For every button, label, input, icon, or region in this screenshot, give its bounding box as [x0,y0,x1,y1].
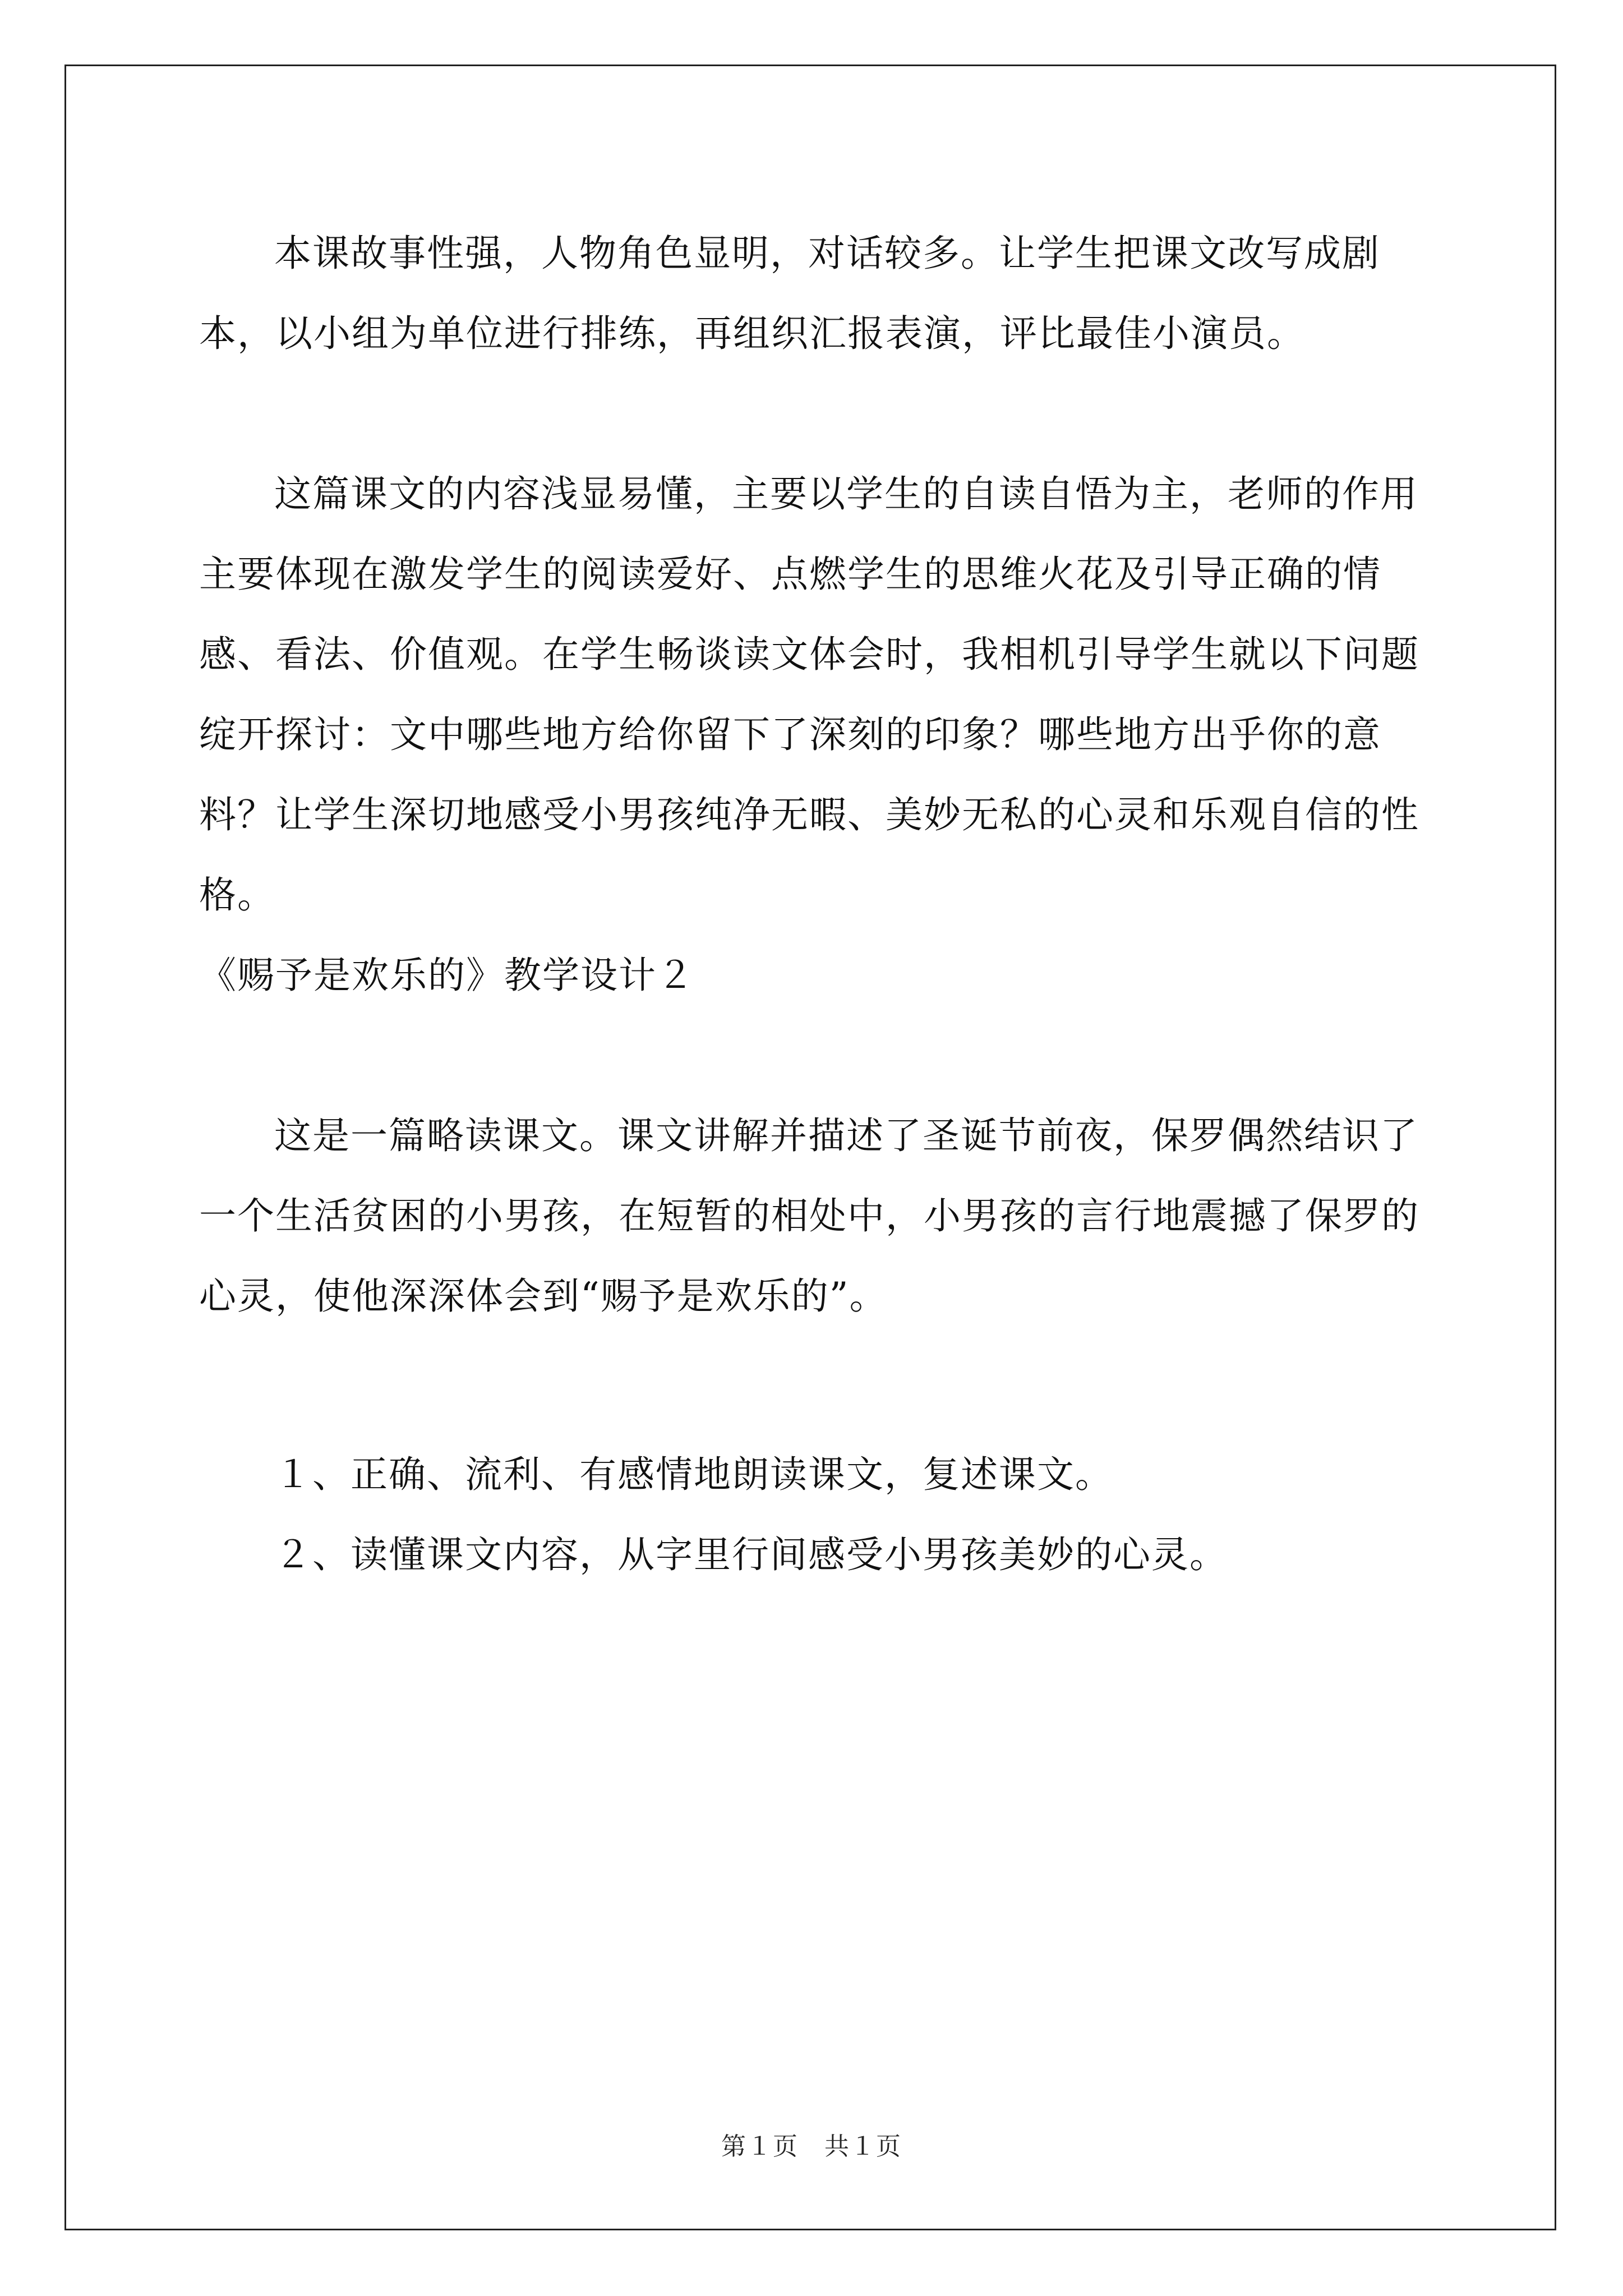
spacer [199,374,1424,454]
page-footer: 第１页 共１页 [721,2132,902,2161]
objective-item: １、正确、流利、有感情地朗读课文，复述课文。 [274,1453,1113,1496]
document-body [199,213,1424,1595]
spacer [199,1015,1424,1096]
paragraph-drama: 本课故事性强，人物角色显明，对话较多。让学生把课文改写成剧本，以小组为单位进行排练，再组织汇报表演，评比最佳小演员。 [199,232,1380,355]
spacer [199,1336,1424,1434]
paragraph-intro: 这是一篇略读课文。课文讲解并描述了圣诞节前夜，保罗偶然结识了一个生活贫困的小男孩，在短暂的相处中，小男孩的言行地震撼了保罗的心灵，使他深深体会到“赐予是欢乐的”。 [199,1114,1419,1318]
objective-item: ２、读懂课文内容，从字里行间感受小男孩美妙的心灵。 [274,1533,1228,1576]
paragraph-teaching-reflection: 这篇课文的内容浅显易懂，主要以学生的自读自悟为主，老师的作用主要体现在激发学生的阅读爱好、点燃学生的思维火花及引导正确的情感、看法、价值观。在学生畅谈读文体会时，我相机引导学生就以下问题绽开探讨：文中哪些地方给你留下了深刻的印象？哪些地方出乎你的意料？让学生深切地感受小男孩纯净无暇、美妙无私的心灵和乐观自信的性格。 [199,472,1419,917]
section-heading: 《赐予是欢乐的》教学设计２ [199,954,695,997]
